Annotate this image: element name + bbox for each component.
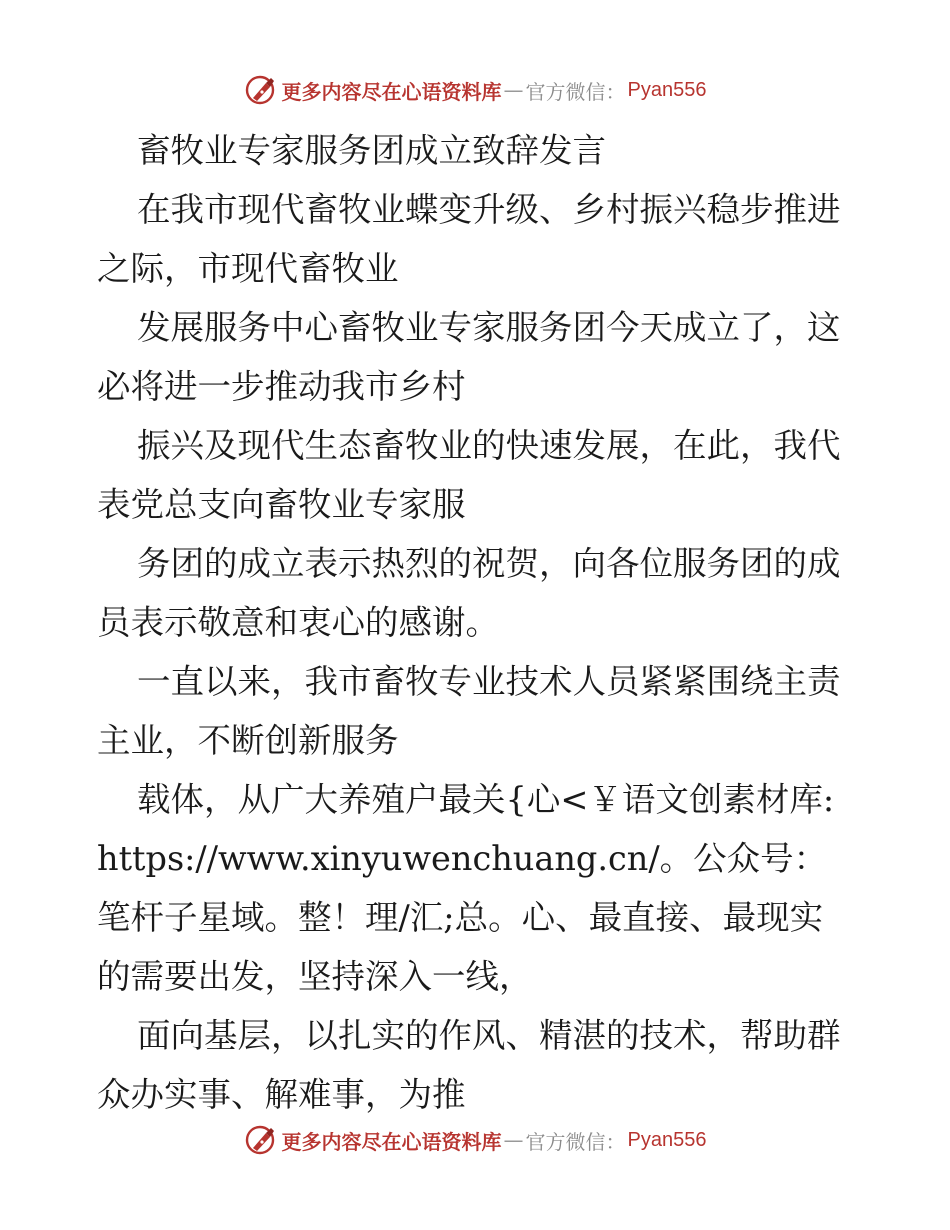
paragraph: 在我市现代畜牧业蝶变升级、乡村振兴稳步推进之际，市现代畜牧业 xyxy=(97,190,841,288)
document-title: 畜牧业专家服务团成立致辞发言 xyxy=(137,131,606,170)
paragraph: 发展服务中心畜牧业专家服务团今天成立了，这必将进一步推动我市乡村 xyxy=(97,308,841,406)
header-banner xyxy=(0,70,950,110)
paragraph: 一直以来，我市畜牧专业技术人员紧紧围绕主责主业，不断创新服务 xyxy=(97,662,841,760)
paragraph: 振兴及现代生态畜牧业的快速发展，在此，我代表党总支向畜牧业专家服 xyxy=(97,426,841,524)
paragraph: 面向基层，以扎实的作风、精湛的技术，帮助群众办实事、解难事，为推 xyxy=(97,1016,841,1114)
banner-wechat-label: 官方微信： xyxy=(525,79,626,104)
paragraph: 务团的成立表示热烈的祝贺，向各位服务团的成员表示敬意和衷心的感谢。 xyxy=(97,544,841,642)
banner-wechat-label: 官方微信： xyxy=(525,1129,626,1154)
paragraph: 载体，从广大养殖户最关{心<￥语文创素材库:https://www.xinyuwenchuang.cn/。公众号：笔杆子星域。整！理/汇;总。心、最直接、最现实的需要出发，坚持深入一线， xyxy=(97,780,835,996)
banner-dash: — xyxy=(503,78,524,102)
pen-nib-logo-icon xyxy=(244,1123,278,1157)
pen-nib-logo-icon xyxy=(244,73,278,107)
banner-text: 更多内容尽在心语资料库 xyxy=(281,79,502,104)
banner-wechat-id: Pyan556 xyxy=(627,78,707,101)
document-body xyxy=(97,121,853,1124)
banner-dash: — xyxy=(503,1128,524,1152)
footer-banner xyxy=(0,1120,950,1160)
banner-wechat-id: Pyan556 xyxy=(627,1128,707,1151)
banner-text: 更多内容尽在心语资料库 xyxy=(281,1129,502,1154)
